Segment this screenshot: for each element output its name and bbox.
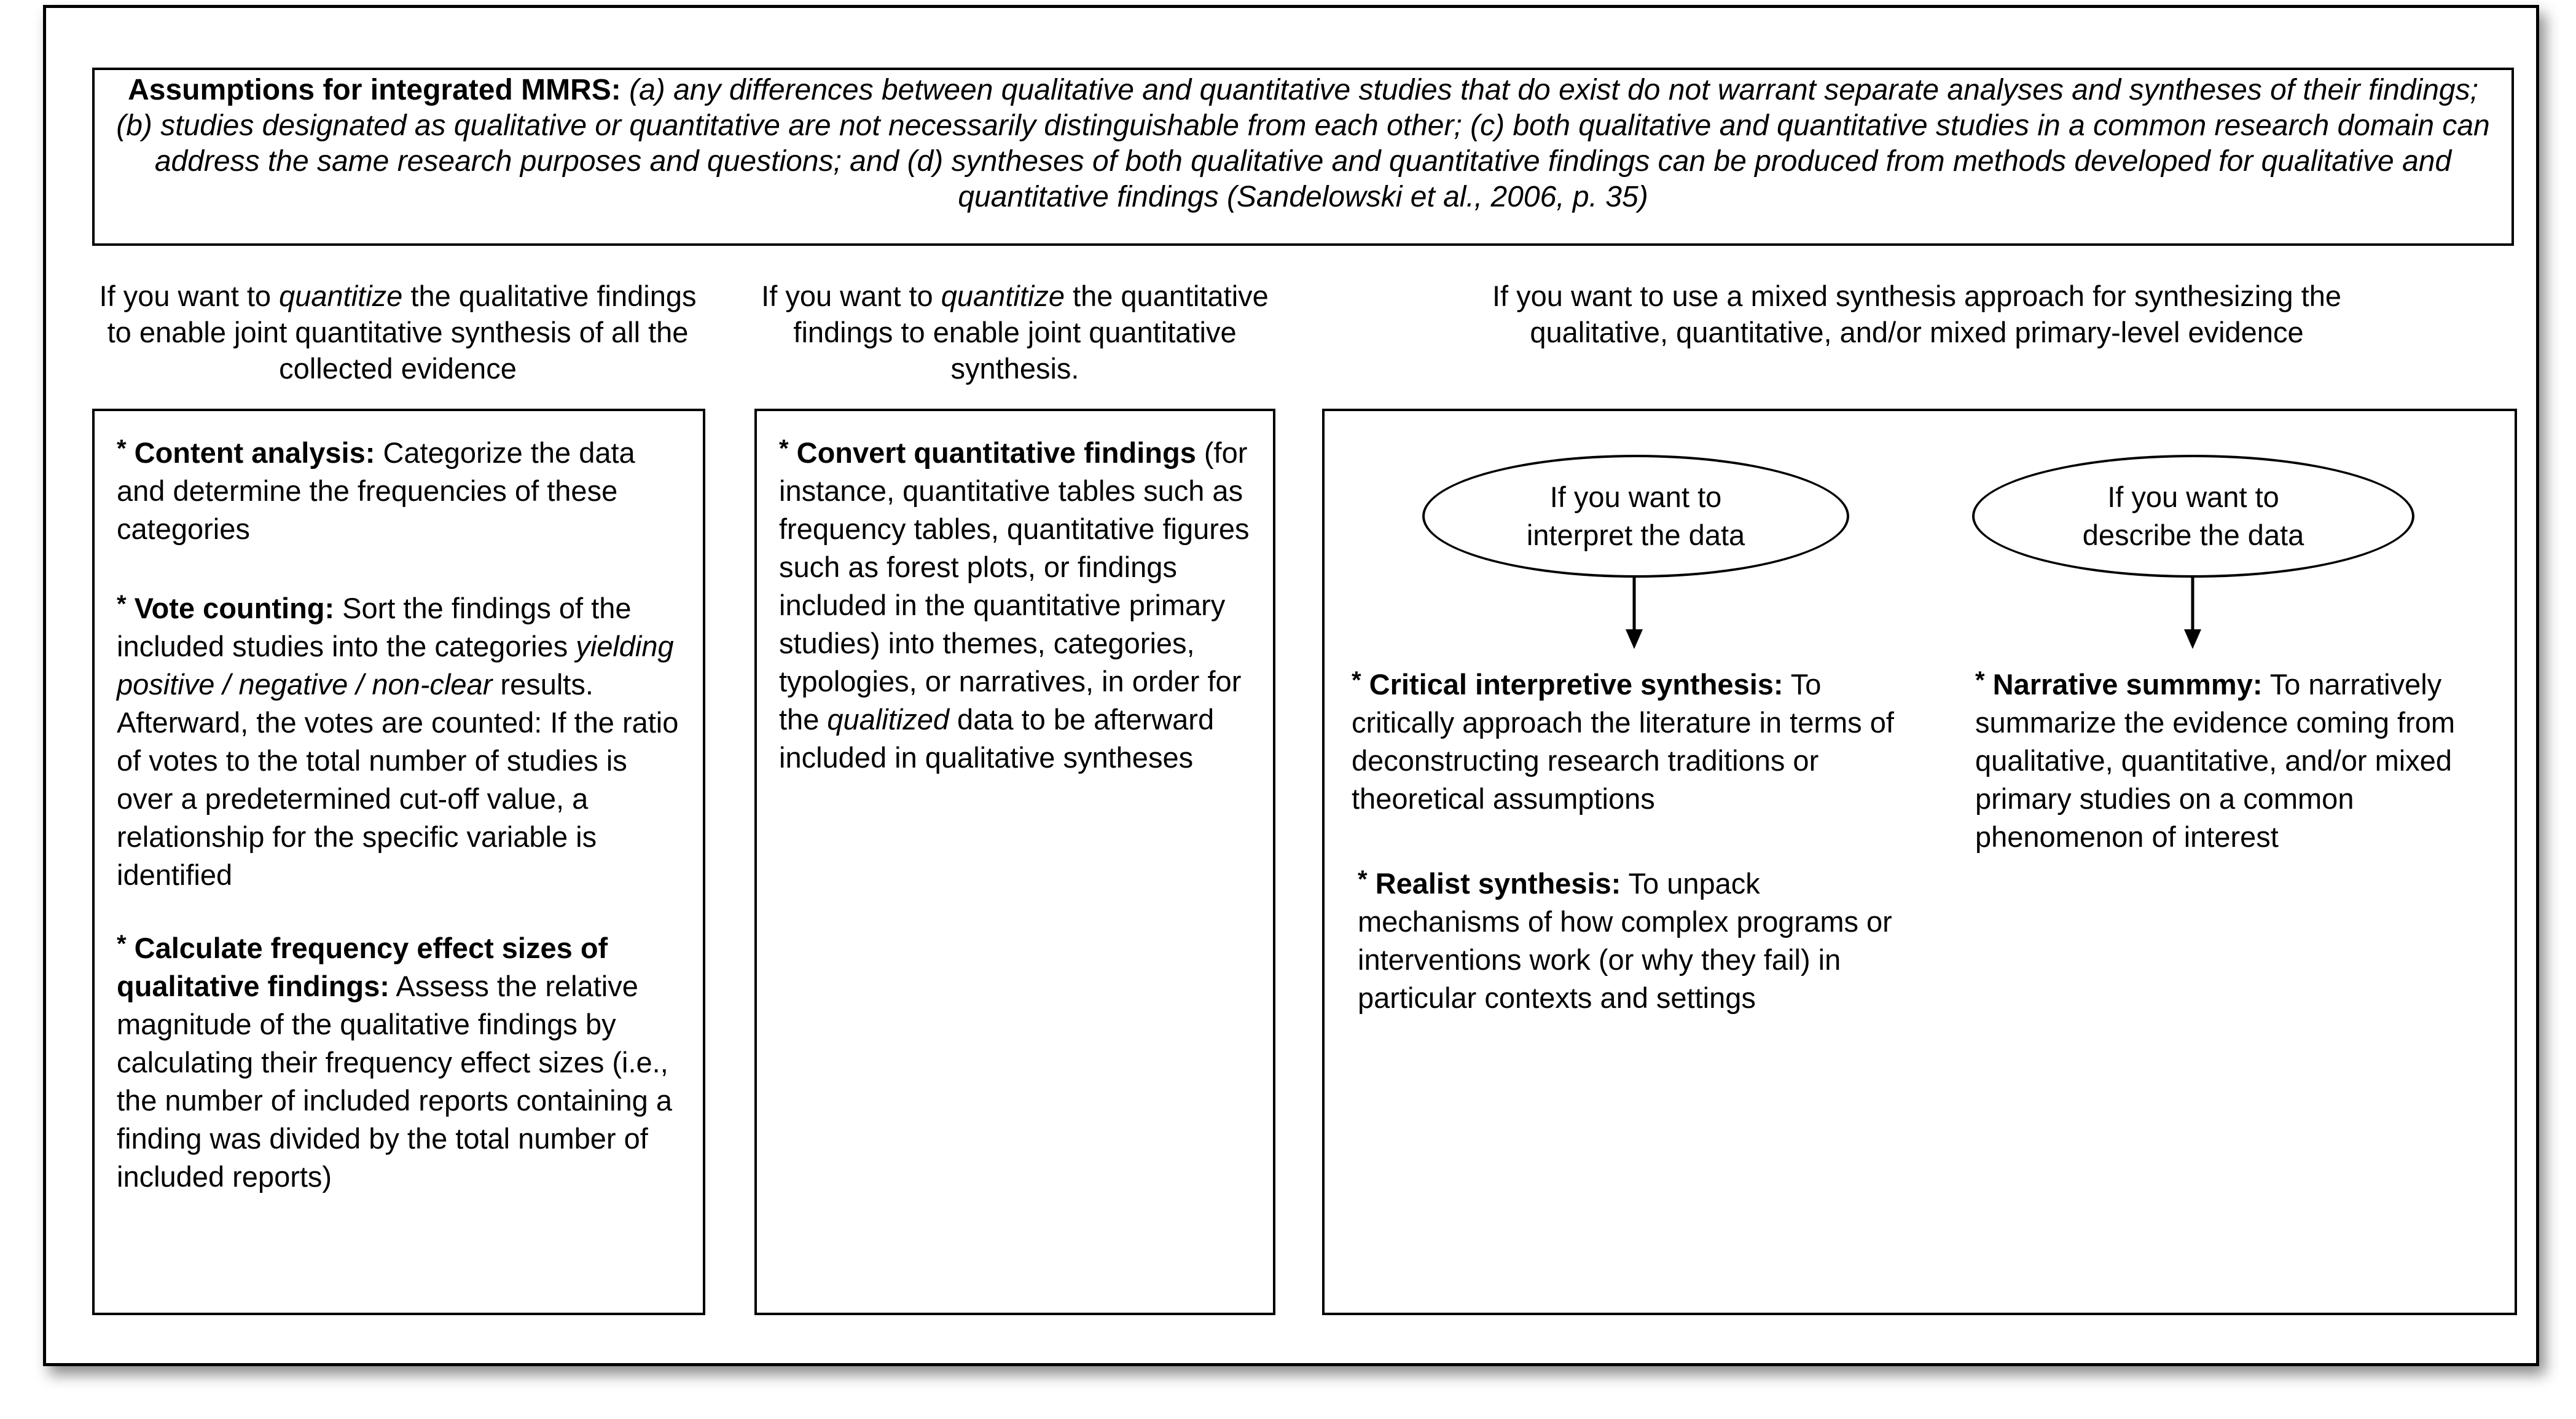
assumptions-box [92,68,2514,246]
col3-heading: If you want to use a mixed synthesis approach for synthesizing the qualitative, quantitative, and/or mixed primary-level evidence [1492,280,2342,348]
col1-heading-em: quantitize [279,280,403,312]
critical-interpretive-synthesis-item [1352,661,1917,818]
ellipse-label: If you want to interpret the data [1526,481,1745,551]
item-text: Sort the findings of the included studies into the categories [117,592,632,662]
col2-box [754,409,1275,1315]
col1-box [92,409,705,1315]
item-text: data to be afterward included in qualitative syntheses [779,703,1215,774]
col1-heading [92,278,703,387]
item-title: Content analysis: [134,436,375,469]
col2-heading-em: quantitize [941,280,1065,312]
bullet-star: * [1975,667,1985,694]
item-text: results. Afterward, the votes are counted: If the ratio of votes to the total number of studies is over a predetermined cut-off value, a relationship for the specific variable is identified [117,668,679,891]
col2-heading-pre: If you want to [761,280,941,312]
bullet-star: * [117,435,127,462]
item-text: To narratively summarize the evidence coming from qualitative, quantitative, and/or mixed primary studies on a common phenomenon of interest [1975,668,2456,853]
col1-heading-pre: If you want to [99,280,280,312]
assumptions-citation: (Sandelowski et al., 2006, p. 35) [1226,181,1648,213]
bullet-star: * [117,591,127,618]
item-text: To unpack mechanisms of how complex programs or interventions work (or why they fail) in particular contexts and settings [1358,867,1892,1014]
item-text: (for instance, quantitative tables such as frequency tables, quantitative figures such as forest plots, or findings included in the quantitative primary studies) into themes, categories, typologies, or narratives, in order for the [779,436,1250,736]
assumptions-text: (a) any differences between qualitative and quantitative studies that do exist do not warrant separate analyses and syntheses of their findings; (b) studies designated as qualitative or quantitative are not necessarily distinguishable from each other; (c) both qualitative and quantitative studies in a common research domain can address the same research purposes and questions; and (d) syntheses of both qualitative and quantitative findings can be produced from methods developed for qualitative and quantitative findings [116,74,2490,213]
down-arrow-icon [2180,578,2205,651]
assumptions-lead: Assumptions for integrated MMRS: [128,74,621,106]
bullet-star: * [117,930,127,957]
col2-heading-post: the quantitative findings to enable joint quantitative synthesis. [793,280,1269,385]
item-emphasis: qualitized [827,703,949,736]
content-analysis-item [117,430,687,548]
convert-quantitative-item [779,430,1257,777]
col2-heading [754,278,1275,387]
ellipse-label: If you want to describe the data [2082,481,2304,551]
frequency-effect-sizes-item [117,925,687,1196]
bullet-star: * [1358,866,1368,893]
describe-data-ellipse [1972,455,2414,578]
item-title: Critical interpretive synthesis: [1369,668,1783,701]
item-emphasis: yielding positive / negative / non-clear [117,630,674,701]
item-title: Narrative summmy: [1992,668,2263,701]
vote-counting-item [117,585,687,894]
realist-synthesis-item [1358,860,1923,1017]
item-text: Assess the relative magnitude of the qualitative findings by calculating their frequency effect sizes (i.e., the number of included reports containing a finding was divided by the total number of included reports) [117,970,673,1193]
bullet-star: * [1352,667,1361,694]
item-title: Vote counting: [134,592,335,624]
narrative-summary-item [1975,661,2510,856]
down-arrow-icon [1622,578,1646,651]
bullet-star: * [779,435,789,462]
col1-heading-post: the qualitative findings to enable joint quantitative synthesis of all the collected evidence [107,280,697,385]
item-title: Calculate frequency effect sizes of qualitative findings: [117,932,608,1002]
item-title: Convert quantitative findings [796,436,1196,469]
item-text: To critically approach the literature in terms of deconstructing research traditions or theoretical assumptions [1352,668,1894,815]
interpret-data-ellipse [1422,455,1849,578]
item-text: Categorize the data and determine the frequencies of these categories [117,436,635,545]
item-title: Realist synthesis: [1375,867,1621,900]
